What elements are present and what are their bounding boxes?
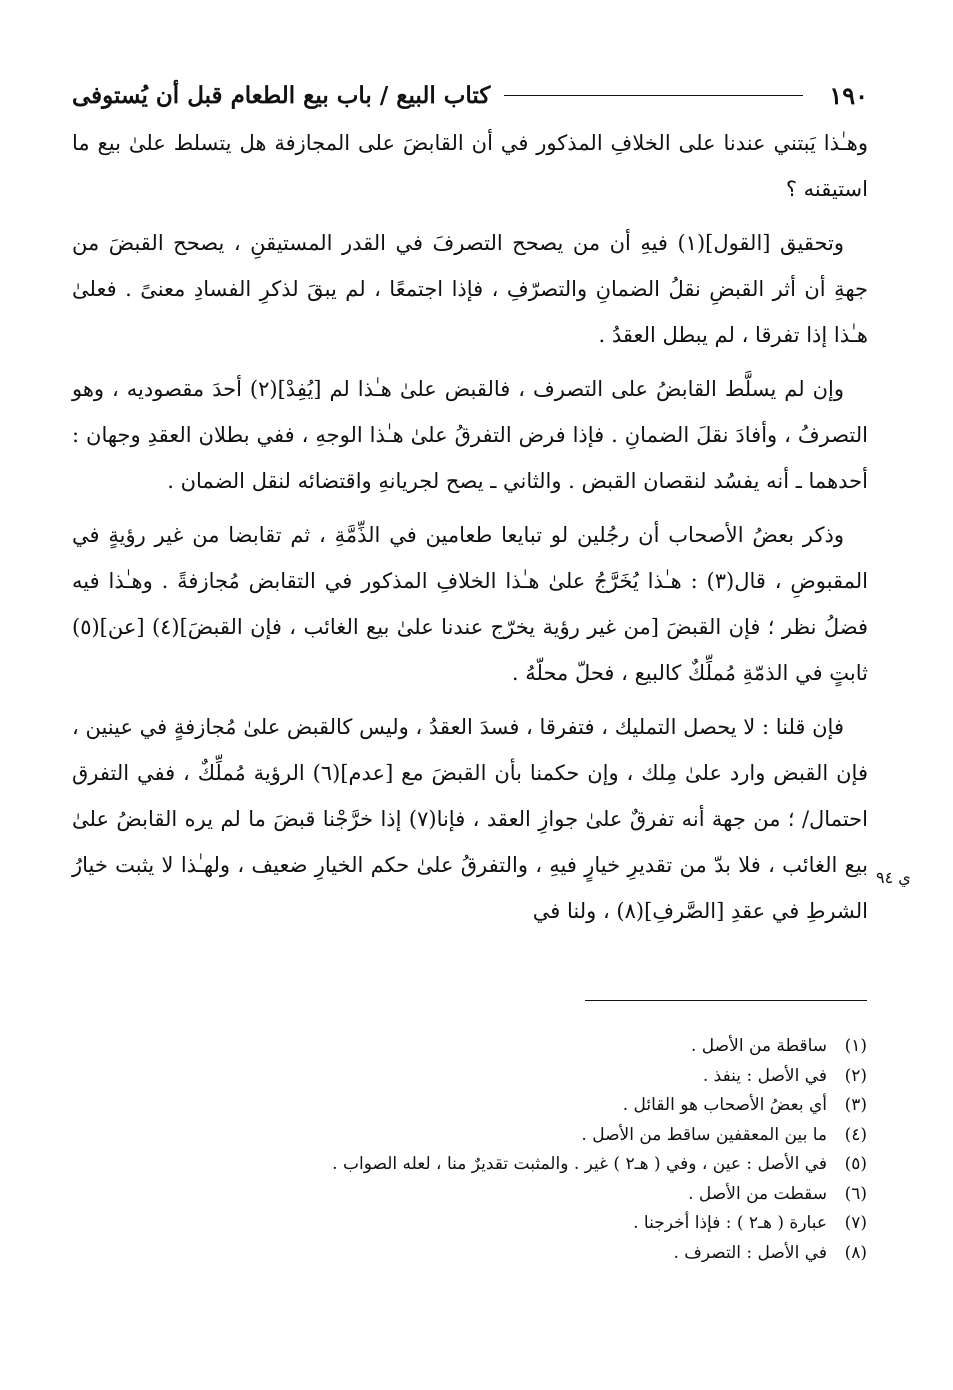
- footnote-number: (٧): [844, 1213, 867, 1233]
- footnote-text: في الأصل : التصرف .: [673, 1242, 827, 1263]
- paragraph-4: وذكر بعضُ الأصحاب أن رجُلين لو تبايعا طعامين في الذِّمَّةِ ، ثم تقابضا من غير رؤيةٍ في المقبوضِ ، قال(٣) : هـٰذا يُخَرَّجُ علىٰ هـٰذا الخلافِ المذكور في التقابض مُجازفةً . وهـٰذا فيه فضلُ نظر ؛ فإن القبضَ [من غير رؤية يخرّج عندنا علىٰ بيع الغائب ، فإن القبضَ](٤) [عن](٥) ثابتٍ في الذمّةِ مُملِّكٌ كالبيع ، فحلّ محلّهُ .: [72, 523, 868, 685]
- footnote-number: (٨): [844, 1242, 867, 1263]
- footnote-text: في الأصل : ينفذ .: [702, 1065, 827, 1086]
- footnote-7: [87, 1209, 867, 1239]
- footnote-text: ما بين المعقفين ساقط من الأصل .: [581, 1124, 827, 1145]
- footnote-6: [87, 1180, 867, 1210]
- footnote-number: (١): [844, 1036, 867, 1056]
- paragraph-1: وهـٰذا يَبتني عندنا على الخلافِ المذكور في أن القابضَ على المجازفة هل يتسلط علىٰ بيع ما استيقنه ؟: [72, 131, 868, 201]
- footnote-4: [87, 1121, 867, 1151]
- footnote-number: (٥): [844, 1154, 867, 1174]
- footnotes: [87, 1032, 867, 1268]
- page: [72, 70, 868, 942]
- running-header: [72, 70, 868, 120]
- footnote-text: ساقطة من الأصل .: [691, 1036, 827, 1056]
- paragraph-2: وتحقيق [القول](١) فيهِ أن من يصحح التصرفَ في القدر المستيقنِ ، يصحح القبضَ من جهةِ أن أثر القبضِ نقلُ الضمانِ والتصرّفِ ، فإذا اجتمعًا ، لم يبقَ لذكرِ الفسادِ معنىً . فعلىٰ هـٰذا إذا تفرقا ، لم يبطل العقدُ .: [72, 231, 868, 347]
- paragraph-3: وإن لم يسلَّط القابضُ على التصرف ، فالقبض علىٰ هـٰذا لم [يُفِدْ](٢) أحدَ مقصوديه ، وهو التصرفُ ، وأفادَ نقلَ الضمانِ . فإذا فرض التفرقُ علىٰ هـٰذا الوجهِ ، ففي بطلان العقدِ وجهان : أحدهما ـ أنه يفسُد لنقصان القبض . والثاني ـ يصح لجريانهِ واقتضائه لنقل الضمان .: [72, 377, 868, 493]
- footnote-number: (٣): [844, 1095, 867, 1115]
- footnote-5: [87, 1150, 867, 1180]
- footnote-number: (٢): [844, 1065, 867, 1086]
- manuscript-folio-note: ي ٩٤: [876, 868, 911, 887]
- main-text: [72, 120, 868, 934]
- footnote-number: (٦): [844, 1183, 867, 1204]
- footnote-text: أي بعضُ الأصحاب هو القائل .: [622, 1095, 827, 1115]
- footnote-8: [87, 1239, 867, 1269]
- footnote-rule: [585, 1000, 867, 1001]
- footnote-3: [87, 1091, 867, 1121]
- footnote-text: سقطت من الأصل .: [688, 1183, 827, 1204]
- page-number: ١٩٠: [829, 80, 868, 110]
- header-rule: [504, 95, 803, 96]
- footnote-2: [87, 1062, 867, 1092]
- footnote-text: في الأصل : عين ، وفي ( هـ٢ ) غير . والمثبت تقديرٌ منا ، لعله الصواب .: [332, 1154, 827, 1174]
- footnote-number: (٤): [844, 1124, 867, 1145]
- running-title: كتاب البيع / باب بيع الطعام قبل أن يُستوفى: [72, 81, 491, 109]
- footnote-text: عبارة ( هـ٢ ) : فإذا أخرجنا .: [633, 1213, 827, 1233]
- footnote-1: [87, 1032, 867, 1062]
- paragraph-5: فإن قلنا : لا يحصل التمليك ، فتفرقا ، فسدَ العقدُ ، وليس كالقبض علىٰ مُجازفةٍ في عينين ، فإن القبض وارد علىٰ مِلك ، وإن حكمنا بأن القبضَ مع [عدم](٦) الرؤية مُملِّكٌ ، ففي التفرق احتمال/ ؛ من جهة أنه تفرقٌ علىٰ جوازِ العقد ، فإنا(٧) إذا خرَّجْنا قبضَ ما لم يره القابضُ علىٰ بيع الغائب ، فلا بدّ من تقديرِ خيارٍ فيهِ ، والتفرقُ علىٰ حكم الخيارِ ضعيف ، ولهـٰذا لا يثبت خيارُ الشرطِ في عقدِ [الصَّرفِ](٨) ، ولنا في: [72, 715, 868, 923]
